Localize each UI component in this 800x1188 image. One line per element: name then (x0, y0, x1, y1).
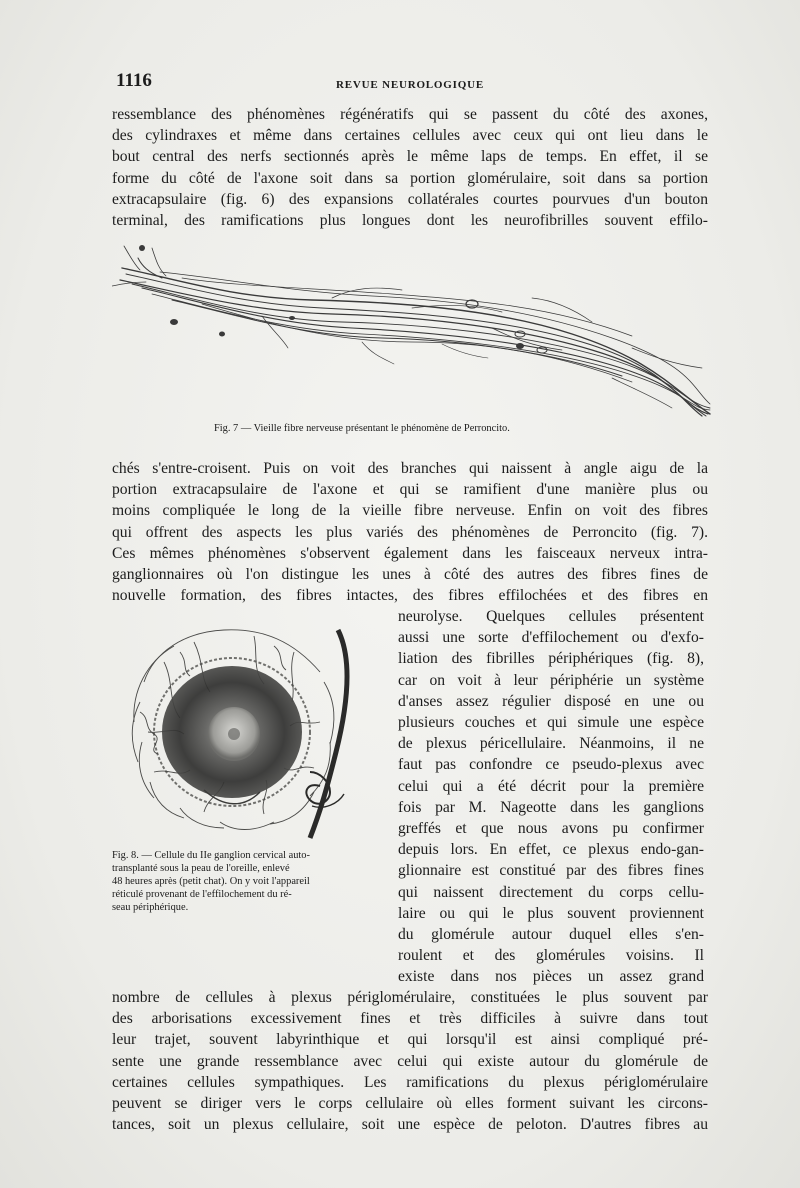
text-line: laire ou qui le plus souvent proviennent (398, 904, 704, 922)
text-line: qui naissent directement du corps cellu- (398, 883, 704, 901)
caption-line: 48 heures après (petit chat). On y voit l'appareil (112, 876, 310, 887)
text-line: sente une grande ressemblance avec celui qui existe autour du glomérule de (112, 1052, 708, 1070)
ganglion-cell-illustration (124, 622, 364, 842)
text-line: depuis lors. En effet, ce plexus endo-gan- (398, 841, 704, 859)
text-line: roulent et des glomérules voisins. Il (398, 947, 704, 965)
figure-8-caption (112, 849, 382, 914)
paragraph-2-column (398, 606, 704, 988)
text-line: fois par M. Nageotte dans les ganglions (398, 798, 704, 816)
text-line: nombre de cellules à plexus périglomérulaire, constituées le plus souvent par (112, 989, 708, 1006)
text-line: car on voit à leur périphérie un système (398, 671, 704, 689)
paragraph-1 (112, 104, 708, 231)
text-line: peuvent se diriger vers le corps cellulaire où elles forment suivant les circons- (112, 1095, 708, 1113)
paragraph-2 (112, 458, 708, 606)
text-line: nouvelle formation, des fibres intactes, des fibres effilochées et des fibres en (112, 587, 708, 605)
text-line: de plexus péricellulaire. Néanmoins, il ne (398, 735, 704, 753)
text-line: des arborisations excessivement fines et très difficiles à suivre dans tout (112, 1010, 708, 1028)
text-line: neurolyse. Quelques cellules présentent (398, 608, 704, 625)
text-line: liation des fibrilles périphériques (fig. 8), (398, 650, 704, 668)
text-line: glionnaire est constitué par des fibres fines (398, 862, 704, 880)
text-line: extracapsulaire (fig. 6) des expansions collatérales courtes pourvues d'un bouton (112, 190, 708, 208)
text-line: plusieurs couches et qui simule une espèce (398, 714, 704, 732)
text-line: leur trajet, souvent labyrinthique et qui lorsqu'il est ainsi compliqué pré- (112, 1031, 708, 1049)
caption-line: seau périphérique. (112, 902, 189, 913)
figure-7-caption: Fig. 7 — Vieille fibre nerveuse présentant le phénomène de Perroncito. (214, 423, 510, 434)
text-line: celui qui a été décrit pour la première (398, 777, 704, 795)
text-line: aussi une sorte d'effilochement ou d'exfo- (398, 629, 704, 647)
text-line: forme du côté de l'axone soit dans sa portion glomérulaire, soit dans sa portion (112, 169, 708, 187)
page-header (112, 70, 708, 96)
text-line: ressemblance des phénomènes régénératifs qui se passent du côté des axones, (112, 106, 708, 123)
text-line: greffés et que nous avons pu confirmer (398, 820, 704, 838)
text-line: moins compliquée le long de la vieille fibre nerveuse. Enfin on voit des fibres (112, 502, 708, 520)
page-number: 1116 (116, 70, 152, 91)
text-line: Ces mêmes phénomènes s'observent également dans les faisceaux nerveux intra- (112, 544, 708, 562)
text-line: portion extracapsulaire de l'axone et qui se ramifient d'une manière plus ou (112, 481, 708, 499)
text-line: existe dans nos pièces un assez grand (398, 968, 704, 986)
text-line: qui offrent des aspects les plus variés des phénomènes de Perroncito (fig. 7). (112, 523, 708, 541)
caption-line: Fig. 8. — Cellule du IIe ganglion cervical auto- (112, 850, 310, 861)
running-head: REVUE NEUROLOGIQUE (336, 79, 484, 91)
text-line: tances, soit un plexus cellulaire, soit une espèce de peloton. D'autres fibres au (112, 1116, 708, 1134)
text-line: d'anses assez régulier disposé en une ou (398, 692, 704, 710)
text-line: chés s'entre-croisent. Puis on voit des branches qui naissent à angle aigu de la (112, 460, 708, 477)
text-line: certaines cellules sympathiques. Les ramifications du plexus périglomérulaire (112, 1073, 708, 1091)
nerve-fiber-illustration (112, 238, 712, 418)
caption-line: transplanté sous la peau de l'oreille, enlevé (112, 863, 290, 874)
text-line: faut pas confondre ce pseudo-plexus avec (398, 756, 704, 774)
paragraph-3 (112, 987, 708, 1135)
text-line: terminal, des ramifications plus longues dont les neurofibrilles souvent effilo- (112, 212, 708, 230)
caption-line: réticulé provenant de l'effilochement du ré- (112, 889, 292, 900)
text-line: des cylindraxes et même dans certaines cellules avec ceux qui ont lieu dans le (112, 127, 708, 145)
text-line: du glomérule autour duquel elles s'en- (398, 926, 704, 944)
text-line: bout central des nerfs sectionnés après le même laps de temps. En effet, il se (112, 148, 708, 166)
text-line: ganglionnaires où l'on distingue les unes à côté des autres des fibres fines de (112, 566, 708, 584)
